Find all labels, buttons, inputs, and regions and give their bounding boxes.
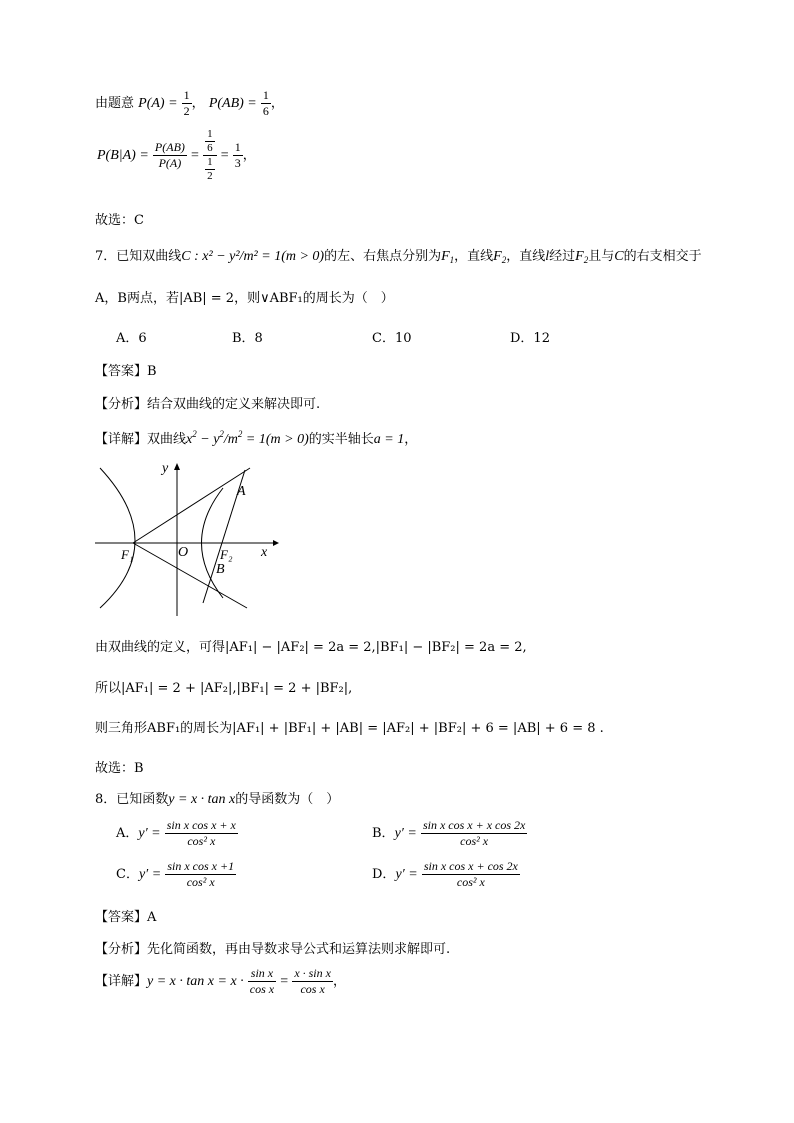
- q7-final-answer: 故选：B: [95, 761, 144, 776]
- t: 的右支相交于: [623, 249, 702, 264]
- num: x · sin x: [294, 966, 331, 980]
- v: 结合双曲线的定义来解决即可.: [147, 397, 321, 412]
- conditional-probability: P(B|A) = $\frac{P(AB)}{P(A)}$ = $\frac{\frac{1}{6}}{\frac{1}{2}}$ = $\frac{1}{3}$ ，: [97, 128, 256, 182]
- eq: y = x · tan x: [168, 792, 236, 807]
- eq2: =: [280, 974, 289, 989]
- lbl: A．: [116, 826, 139, 841]
- q7-detail-l1: 由双曲线的定义，可得|AF₁| − |AF₂| = 2a = 2,|BF₁| − |BF₂| = 2a = 2,: [95, 640, 527, 655]
- q8-stem: [95, 788, 339, 808]
- frac2: [292, 966, 333, 997]
- t: ，直线: [454, 249, 494, 264]
- den: 2: [207, 170, 213, 182]
- lhs: P(B|A) =: [97, 148, 149, 163]
- label-b: B: [216, 562, 225, 577]
- den: cos² x: [456, 875, 485, 889]
- hyperbola-graph: [95, 458, 280, 618]
- label-a: A: [237, 484, 246, 499]
- q7-answer: [95, 360, 157, 379]
- num: P(AB): [154, 140, 185, 154]
- lhs: y′ =: [138, 826, 161, 841]
- v: 先化简函数，再由导数求导公式和运算法则求解即可.: [147, 942, 451, 957]
- t: ，: [404, 432, 418, 447]
- fraction-half: [182, 88, 192, 119]
- frac1: [248, 966, 276, 997]
- label-f2: F₂: [220, 547, 233, 562]
- q7-detail: 【详解】双曲线$x^2 - y^2/m^2 = 1(m > 0)$的实半轴长a = 1，: [95, 429, 418, 447]
- end: ，: [270, 96, 284, 111]
- den: 2: [183, 104, 190, 118]
- t: 7．已知双曲线: [95, 249, 182, 264]
- den: 3: [234, 156, 241, 170]
- t: 8．已知函数: [95, 792, 169, 807]
- tag: 【详解】: [95, 974, 148, 989]
- fraction-compound: [203, 128, 217, 183]
- label-x: x: [261, 545, 268, 560]
- label-f1: F₁: [121, 547, 134, 562]
- num: 1: [262, 88, 269, 102]
- num: 1: [234, 140, 241, 154]
- label-o: O: [178, 545, 189, 560]
- den: 6: [262, 104, 269, 118]
- sep: ，: [191, 96, 205, 111]
- t: 的左、右焦点分别为: [324, 249, 442, 264]
- v: B: [147, 364, 157, 379]
- q7-detail-l3: 则三角形ABF₁的周长为|AF₁| + |BF₁| + |AB| = |AF₂| + |BF₂| + 6 = |AB| + 6 = 8 .: [95, 721, 604, 736]
- v: A: [147, 910, 157, 925]
- end: ，: [242, 148, 256, 163]
- label-y: y: [162, 461, 169, 476]
- frac: [422, 859, 520, 890]
- den: cos² x: [460, 834, 489, 848]
- a-value: a = 1: [373, 432, 405, 447]
- end: ，: [332, 974, 346, 989]
- tag: 【详解】: [95, 432, 148, 447]
- q8-analysis: [95, 938, 450, 957]
- t: 且与: [588, 249, 615, 264]
- fraction-sixth: [261, 88, 271, 119]
- lbl: B．: [372, 826, 395, 841]
- num: sin x cos x + x: [166, 818, 236, 832]
- num: sin x cos x + cos 2x: [423, 859, 518, 873]
- lhs: y′ =: [394, 826, 417, 841]
- fraction-pab-pa: [153, 140, 187, 171]
- lbl: C．: [116, 867, 139, 882]
- lhs: y′ =: [138, 867, 162, 882]
- q7-option-c: C．10: [372, 331, 412, 346]
- q7-option-a: A．6: [116, 331, 147, 346]
- num: sin x: [248, 966, 276, 982]
- lbl: D．: [372, 867, 396, 882]
- answer-6: 故选：C: [95, 213, 144, 228]
- fraction-third: [233, 140, 243, 171]
- q8-option-a: [116, 818, 238, 849]
- tag: 【答案】: [95, 364, 148, 379]
- num: sin x cos x + x cos 2x: [422, 818, 526, 832]
- num: 1: [183, 88, 190, 102]
- q7-option-b: B．8: [232, 331, 263, 346]
- tag: 【答案】: [95, 910, 148, 925]
- den: cos² x: [186, 875, 215, 889]
- tag: 【分析】: [95, 397, 148, 412]
- frac: [421, 818, 527, 849]
- num: 1: [207, 128, 213, 140]
- pa-label: P(A) =: [138, 96, 178, 111]
- q8-option-d: [372, 859, 520, 890]
- q7-analysis: [95, 393, 320, 412]
- q7-stem-line2: A，B两点，若|AB| = 2，则∨ABF₁的周长为（ ）: [95, 291, 394, 306]
- tag: 【分析】: [95, 942, 148, 957]
- num: sin x cos x +1: [167, 859, 235, 873]
- q7-option-d: D．12: [510, 331, 550, 346]
- q8-detail: [95, 966, 346, 997]
- t: 的导函数为（ ）: [235, 792, 340, 807]
- den: cos x: [249, 982, 275, 996]
- lhs: y′ =: [395, 867, 418, 882]
- den: 6: [207, 142, 213, 154]
- t: 经过: [549, 249, 576, 264]
- eq: C : x² − y²/m² = 1(m > 0): [181, 249, 325, 264]
- frac: [165, 818, 238, 849]
- t: 的实半轴长: [308, 432, 374, 447]
- q7-stem-line1: 7．已知双曲线C : x² − y²/m² = 1(m > 0)的左、右焦点分别为$F_1$，直线$F_2$，直线l经过$F_2$且与C的右支相交于: [95, 249, 702, 265]
- q8-option-c: [116, 859, 236, 890]
- q7-detail-l2: 所以|AF₁| = 2 + |AF₂|,|BF₁| = 2 + |BF₂|,: [95, 681, 353, 696]
- q8-option-b: [372, 818, 527, 849]
- given-probabilities: [95, 88, 284, 119]
- eq: y = x · tan x = x ·: [147, 974, 244, 989]
- num: 1: [207, 156, 213, 168]
- den: P(A): [158, 156, 182, 170]
- den: cos² x: [187, 834, 216, 848]
- t: 双曲线: [147, 432, 187, 447]
- pab-label: P(AB) =: [208, 96, 257, 111]
- frac: [165, 859, 236, 890]
- den: cos x: [300, 982, 325, 996]
- q8-answer: [95, 906, 156, 925]
- text: 由题意: [95, 96, 135, 111]
